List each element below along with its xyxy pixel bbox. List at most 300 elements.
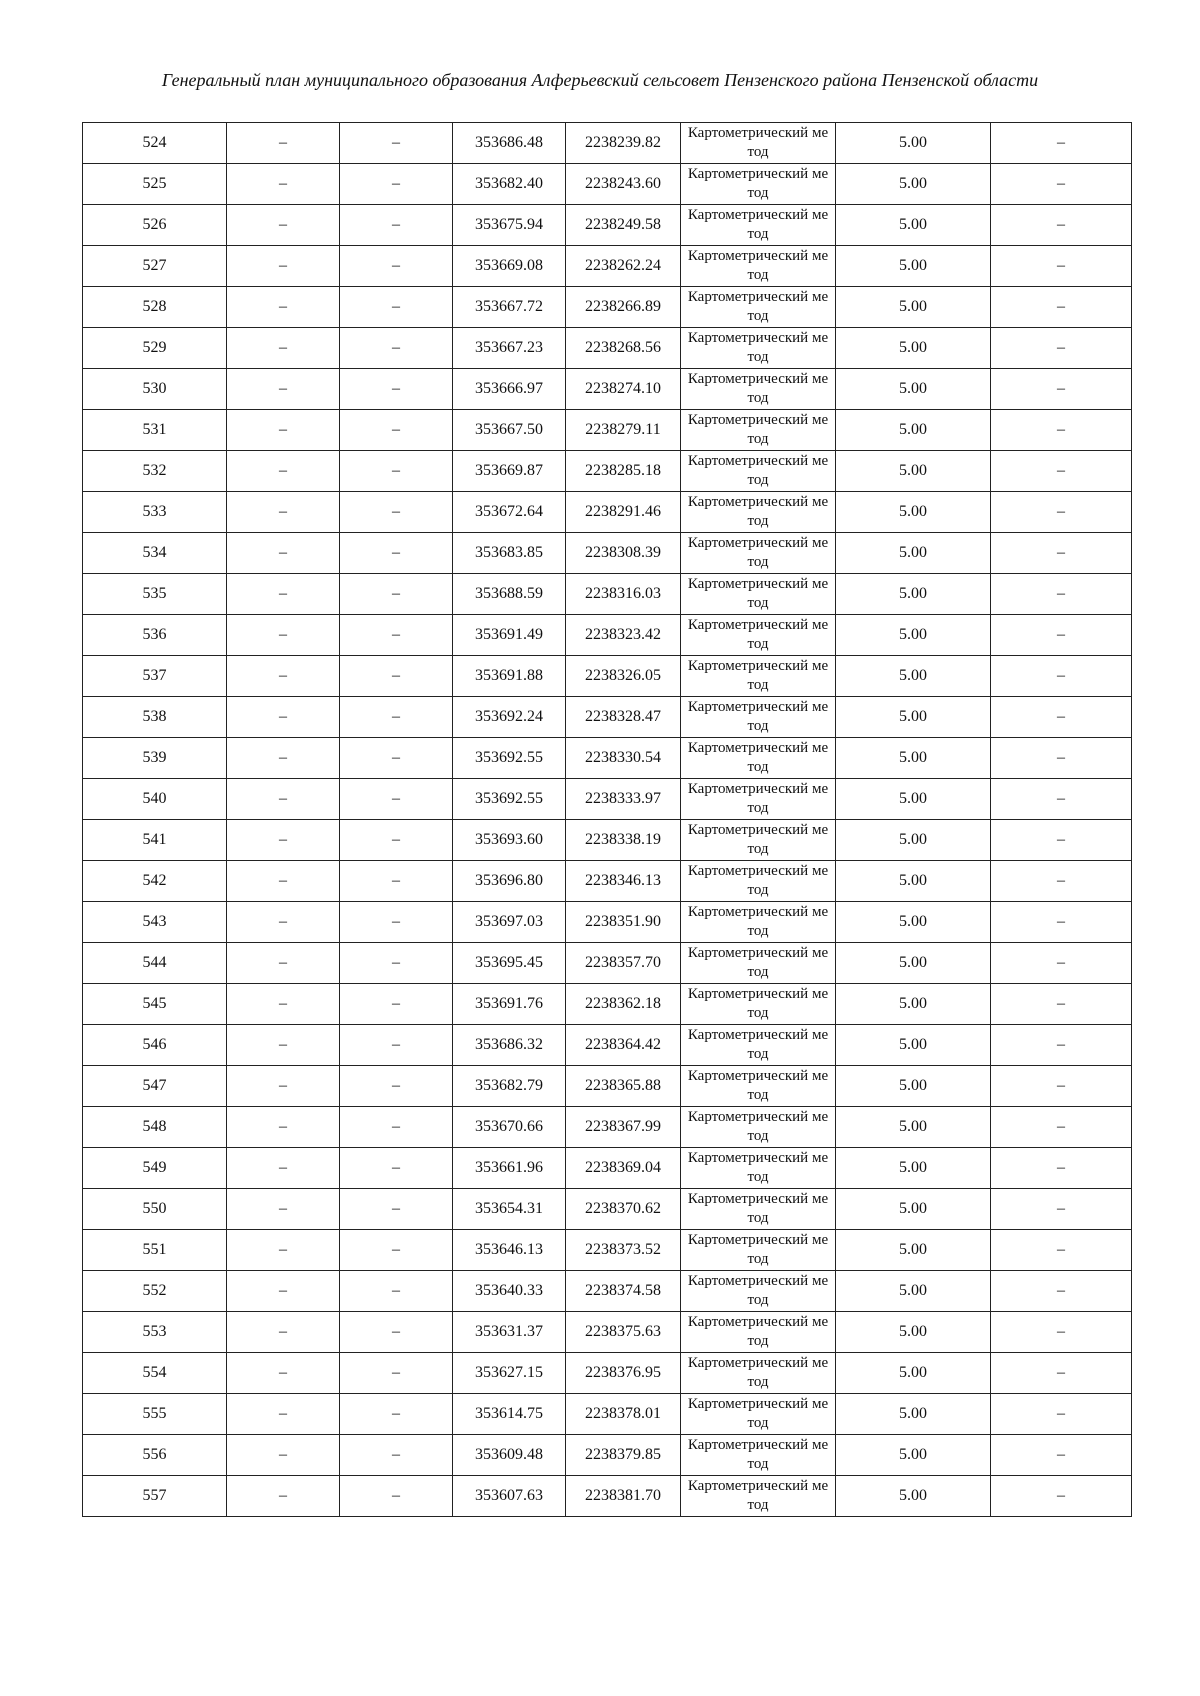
- coordinate-x-cell: 353695.45: [453, 943, 566, 984]
- coordinate-x-cell: 353686.48: [453, 123, 566, 164]
- empty-dash-cell: –: [991, 369, 1132, 410]
- point-number-cell: 531: [83, 410, 227, 451]
- table-row: [83, 697, 1132, 738]
- coordinate-y-cell: 2238249.58: [566, 205, 681, 246]
- point-number-cell: 533: [83, 492, 227, 533]
- empty-dash-cell: –: [227, 328, 340, 369]
- coordinate-x-cell: 353682.79: [453, 1066, 566, 1107]
- coordinate-x-cell: 353691.88: [453, 656, 566, 697]
- table-row: [83, 574, 1132, 615]
- empty-dash-cell: –: [227, 738, 340, 779]
- empty-dash-cell: –: [991, 1476, 1132, 1517]
- coordinate-x-cell: 353654.31: [453, 1189, 566, 1230]
- method-cell: Картометрический метод: [681, 656, 836, 697]
- empty-dash-cell: –: [227, 410, 340, 451]
- coordinate-y-cell: 2238266.89: [566, 287, 681, 328]
- coordinate-y-cell: 2238365.88: [566, 1066, 681, 1107]
- accuracy-cell: 5.00: [836, 1353, 991, 1394]
- point-number-cell: 529: [83, 328, 227, 369]
- method-cell: Картометрический метод: [681, 533, 836, 574]
- point-number-cell: 534: [83, 533, 227, 574]
- coordinate-x-cell: 353670.66: [453, 1107, 566, 1148]
- method-cell: Картометрический метод: [681, 1189, 836, 1230]
- empty-dash-cell: –: [340, 164, 453, 205]
- coordinate-x-cell: 353667.72: [453, 287, 566, 328]
- table-row: [83, 820, 1132, 861]
- empty-dash-cell: –: [991, 164, 1132, 205]
- coordinate-y-cell: 2238243.60: [566, 164, 681, 205]
- table-row: [83, 1353, 1132, 1394]
- point-number-cell: 526: [83, 205, 227, 246]
- method-cell: Картометрический метод: [681, 1148, 836, 1189]
- table-row: [83, 1189, 1132, 1230]
- accuracy-cell: 5.00: [836, 451, 991, 492]
- empty-dash-cell: –: [340, 1025, 453, 1066]
- point-number-cell: 527: [83, 246, 227, 287]
- coordinate-y-cell: 2238351.90: [566, 902, 681, 943]
- empty-dash-cell: –: [340, 574, 453, 615]
- coordinate-y-cell: 2238239.82: [566, 123, 681, 164]
- table-row: [83, 738, 1132, 779]
- empty-dash-cell: –: [227, 1271, 340, 1312]
- accuracy-cell: 5.00: [836, 738, 991, 779]
- page-header: Генеральный план муниципального образования Алферьевский сельсовет Пензенского района Пензенской области: [161, 70, 1039, 90]
- empty-dash-cell: –: [991, 1230, 1132, 1271]
- empty-dash-cell: –: [227, 984, 340, 1025]
- method-cell: Картометрический метод: [681, 1025, 836, 1066]
- point-number-cell: 539: [83, 738, 227, 779]
- method-cell: Картометрический метод: [681, 1476, 836, 1517]
- coordinate-x-cell: 353646.13: [453, 1230, 566, 1271]
- accuracy-cell: 5.00: [836, 492, 991, 533]
- empty-dash-cell: –: [227, 1394, 340, 1435]
- coordinate-x-cell: 353691.76: [453, 984, 566, 1025]
- empty-dash-cell: –: [227, 1230, 340, 1271]
- table-row: [83, 1148, 1132, 1189]
- empty-dash-cell: –: [991, 1066, 1132, 1107]
- point-number-cell: 547: [83, 1066, 227, 1107]
- empty-dash-cell: –: [340, 451, 453, 492]
- empty-dash-cell: –: [227, 697, 340, 738]
- coordinate-y-cell: 2238375.63: [566, 1312, 681, 1353]
- accuracy-cell: 5.00: [836, 1230, 991, 1271]
- empty-dash-cell: –: [991, 861, 1132, 902]
- empty-dash-cell: –: [227, 1476, 340, 1517]
- coordinate-x-cell: 353686.32: [453, 1025, 566, 1066]
- coordinate-y-cell: 2238285.18: [566, 451, 681, 492]
- method-cell: Картометрический метод: [681, 943, 836, 984]
- table-row: [83, 779, 1132, 820]
- empty-dash-cell: –: [991, 451, 1132, 492]
- accuracy-cell: 5.00: [836, 1435, 991, 1476]
- coordinate-x-cell: 353692.55: [453, 779, 566, 820]
- empty-dash-cell: –: [991, 656, 1132, 697]
- coordinate-y-cell: 2238367.99: [566, 1107, 681, 1148]
- point-number-cell: 554: [83, 1353, 227, 1394]
- accuracy-cell: 5.00: [836, 246, 991, 287]
- empty-dash-cell: –: [991, 1025, 1132, 1066]
- empty-dash-cell: –: [991, 1107, 1132, 1148]
- method-cell: Картометрический метод: [681, 615, 836, 656]
- table-row: [83, 164, 1132, 205]
- empty-dash-cell: –: [991, 1271, 1132, 1312]
- coordinate-y-cell: 2238346.13: [566, 861, 681, 902]
- accuracy-cell: 5.00: [836, 574, 991, 615]
- accuracy-cell: 5.00: [836, 533, 991, 574]
- empty-dash-cell: –: [991, 533, 1132, 574]
- table-row: [83, 205, 1132, 246]
- coordinate-y-cell: 2238357.70: [566, 943, 681, 984]
- method-cell: Картометрический метод: [681, 328, 836, 369]
- empty-dash-cell: –: [227, 1107, 340, 1148]
- coordinate-x-cell: 353696.80: [453, 861, 566, 902]
- table-row: [83, 1271, 1132, 1312]
- table-row: [83, 410, 1132, 451]
- accuracy-cell: 5.00: [836, 656, 991, 697]
- coordinate-x-cell: 353614.75: [453, 1394, 566, 1435]
- empty-dash-cell: –: [227, 205, 340, 246]
- point-number-cell: 541: [83, 820, 227, 861]
- method-cell: Картометрический метод: [681, 861, 836, 902]
- empty-dash-cell: –: [340, 1271, 453, 1312]
- coordinate-y-cell: 2238308.39: [566, 533, 681, 574]
- empty-dash-cell: –: [227, 246, 340, 287]
- coordinate-y-cell: 2238381.70: [566, 1476, 681, 1517]
- table-row: [83, 246, 1132, 287]
- table-row: [83, 492, 1132, 533]
- empty-dash-cell: –: [991, 1435, 1132, 1476]
- point-number-cell: 542: [83, 861, 227, 902]
- method-cell: Картометрический метод: [681, 287, 836, 328]
- method-cell: Картометрический метод: [681, 164, 836, 205]
- accuracy-cell: 5.00: [836, 1066, 991, 1107]
- empty-dash-cell: –: [227, 1066, 340, 1107]
- empty-dash-cell: –: [227, 451, 340, 492]
- coordinate-x-cell: 353667.50: [453, 410, 566, 451]
- empty-dash-cell: –: [991, 697, 1132, 738]
- empty-dash-cell: –: [340, 902, 453, 943]
- point-number-cell: 548: [83, 1107, 227, 1148]
- accuracy-cell: 5.00: [836, 328, 991, 369]
- table-row: [83, 1435, 1132, 1476]
- coordinate-y-cell: 2238376.95: [566, 1353, 681, 1394]
- coordinate-y-cell: 2238338.19: [566, 820, 681, 861]
- empty-dash-cell: –: [227, 656, 340, 697]
- empty-dash-cell: –: [991, 984, 1132, 1025]
- coordinate-x-cell: 353667.23: [453, 328, 566, 369]
- accuracy-cell: 5.00: [836, 410, 991, 451]
- table-row: [83, 1025, 1132, 1066]
- empty-dash-cell: –: [340, 943, 453, 984]
- accuracy-cell: 5.00: [836, 205, 991, 246]
- empty-dash-cell: –: [340, 861, 453, 902]
- empty-dash-cell: –: [991, 246, 1132, 287]
- empty-dash-cell: –: [991, 1394, 1132, 1435]
- empty-dash-cell: –: [227, 492, 340, 533]
- empty-dash-cell: –: [991, 738, 1132, 779]
- empty-dash-cell: –: [991, 574, 1132, 615]
- point-number-cell: 528: [83, 287, 227, 328]
- table-row: [83, 656, 1132, 697]
- coordinate-x-cell: 353692.55: [453, 738, 566, 779]
- coordinate-y-cell: 2238326.05: [566, 656, 681, 697]
- empty-dash-cell: –: [340, 984, 453, 1025]
- empty-dash-cell: –: [340, 1394, 453, 1435]
- method-cell: Картометрический метод: [681, 1271, 836, 1312]
- coordinate-y-cell: 2238373.52: [566, 1230, 681, 1271]
- method-cell: Картометрический метод: [681, 1353, 836, 1394]
- empty-dash-cell: –: [991, 779, 1132, 820]
- point-number-cell: 553: [83, 1312, 227, 1353]
- table-row: [83, 1066, 1132, 1107]
- method-cell: Картометрический метод: [681, 1435, 836, 1476]
- empty-dash-cell: –: [991, 1353, 1132, 1394]
- empty-dash-cell: –: [340, 123, 453, 164]
- coordinate-y-cell: 2238333.97: [566, 779, 681, 820]
- coordinate-y-cell: 2238323.42: [566, 615, 681, 656]
- method-cell: Картометрический метод: [681, 123, 836, 164]
- table-row: [83, 902, 1132, 943]
- coordinate-y-cell: 2238374.58: [566, 1271, 681, 1312]
- method-cell: Картометрический метод: [681, 1312, 836, 1353]
- empty-dash-cell: –: [340, 1353, 453, 1394]
- point-number-cell: 535: [83, 574, 227, 615]
- coordinate-x-cell: 353607.63: [453, 1476, 566, 1517]
- coordinate-x-cell: 353609.48: [453, 1435, 566, 1476]
- accuracy-cell: 5.00: [836, 287, 991, 328]
- method-cell: Картометрический метод: [681, 369, 836, 410]
- empty-dash-cell: –: [991, 492, 1132, 533]
- empty-dash-cell: –: [340, 246, 453, 287]
- coordinate-x-cell: 353672.64: [453, 492, 566, 533]
- point-number-cell: 551: [83, 1230, 227, 1271]
- accuracy-cell: 5.00: [836, 1107, 991, 1148]
- coordinate-x-cell: 353692.24: [453, 697, 566, 738]
- coordinate-y-cell: 2238291.46: [566, 492, 681, 533]
- table-row: [83, 1476, 1132, 1517]
- point-number-cell: 536: [83, 615, 227, 656]
- point-number-cell: 556: [83, 1435, 227, 1476]
- accuracy-cell: 5.00: [836, 123, 991, 164]
- empty-dash-cell: –: [227, 615, 340, 656]
- table-row: [83, 287, 1132, 328]
- empty-dash-cell: –: [227, 287, 340, 328]
- coordinate-x-cell: 353697.03: [453, 902, 566, 943]
- point-number-cell: 557: [83, 1476, 227, 1517]
- empty-dash-cell: –: [991, 902, 1132, 943]
- accuracy-cell: 5.00: [836, 902, 991, 943]
- empty-dash-cell: –: [991, 820, 1132, 861]
- coordinate-x-cell: 353640.33: [453, 1271, 566, 1312]
- coordinate-y-cell: 2238378.01: [566, 1394, 681, 1435]
- empty-dash-cell: –: [227, 902, 340, 943]
- method-cell: Картометрический метод: [681, 1230, 836, 1271]
- point-number-cell: 525: [83, 164, 227, 205]
- coordinate-y-cell: 2238274.10: [566, 369, 681, 410]
- empty-dash-cell: –: [340, 1312, 453, 1353]
- empty-dash-cell: –: [991, 328, 1132, 369]
- empty-dash-cell: –: [340, 1435, 453, 1476]
- coordinate-y-cell: 2238379.85: [566, 1435, 681, 1476]
- empty-dash-cell: –: [340, 533, 453, 574]
- coordinate-x-cell: 353631.37: [453, 1312, 566, 1353]
- empty-dash-cell: –: [340, 1230, 453, 1271]
- empty-dash-cell: –: [340, 287, 453, 328]
- accuracy-cell: 5.00: [836, 1148, 991, 1189]
- table-row: [83, 615, 1132, 656]
- accuracy-cell: 5.00: [836, 369, 991, 410]
- coordinate-x-cell: 353627.15: [453, 1353, 566, 1394]
- table-row: [83, 943, 1132, 984]
- empty-dash-cell: –: [340, 779, 453, 820]
- accuracy-cell: 5.00: [836, 615, 991, 656]
- table-row: [83, 1312, 1132, 1353]
- method-cell: Картометрический метод: [681, 738, 836, 779]
- table-row: [83, 1394, 1132, 1435]
- point-number-cell: 532: [83, 451, 227, 492]
- empty-dash-cell: –: [227, 1312, 340, 1353]
- table-row: [83, 533, 1132, 574]
- coordinate-x-cell: 353691.49: [453, 615, 566, 656]
- empty-dash-cell: –: [991, 943, 1132, 984]
- empty-dash-cell: –: [227, 779, 340, 820]
- empty-dash-cell: –: [340, 328, 453, 369]
- coordinate-y-cell: 2238364.42: [566, 1025, 681, 1066]
- empty-dash-cell: –: [227, 1148, 340, 1189]
- point-number-cell: 524: [83, 123, 227, 164]
- empty-dash-cell: –: [340, 697, 453, 738]
- point-number-cell: 540: [83, 779, 227, 820]
- point-number-cell: 544: [83, 943, 227, 984]
- accuracy-cell: 5.00: [836, 984, 991, 1025]
- empty-dash-cell: –: [227, 1435, 340, 1476]
- empty-dash-cell: –: [227, 369, 340, 410]
- table-row: [83, 451, 1132, 492]
- point-number-cell: 550: [83, 1189, 227, 1230]
- coordinate-x-cell: 353669.08: [453, 246, 566, 287]
- empty-dash-cell: –: [227, 943, 340, 984]
- empty-dash-cell: –: [340, 1107, 453, 1148]
- empty-dash-cell: –: [340, 1189, 453, 1230]
- coordinate-y-cell: 2238268.56: [566, 328, 681, 369]
- empty-dash-cell: –: [227, 820, 340, 861]
- coordinate-y-cell: 2238316.03: [566, 574, 681, 615]
- coordinate-x-cell: 353669.87: [453, 451, 566, 492]
- accuracy-cell: 5.00: [836, 779, 991, 820]
- empty-dash-cell: –: [340, 410, 453, 451]
- method-cell: Картометрический метод: [681, 574, 836, 615]
- accuracy-cell: 5.00: [836, 164, 991, 205]
- table-row: [83, 1107, 1132, 1148]
- accuracy-cell: 5.00: [836, 1312, 991, 1353]
- coordinates-table: [82, 122, 1132, 1517]
- empty-dash-cell: –: [991, 1148, 1132, 1189]
- empty-dash-cell: –: [340, 738, 453, 779]
- point-number-cell: 538: [83, 697, 227, 738]
- coordinate-x-cell: 353661.96: [453, 1148, 566, 1189]
- point-number-cell: 537: [83, 656, 227, 697]
- empty-dash-cell: –: [340, 1148, 453, 1189]
- empty-dash-cell: –: [991, 123, 1132, 164]
- accuracy-cell: 5.00: [836, 1271, 991, 1312]
- empty-dash-cell: –: [227, 861, 340, 902]
- coordinate-y-cell: 2238369.04: [566, 1148, 681, 1189]
- method-cell: Картометрический метод: [681, 902, 836, 943]
- method-cell: Картометрический метод: [681, 1066, 836, 1107]
- method-cell: Картометрический метод: [681, 410, 836, 451]
- accuracy-cell: 5.00: [836, 943, 991, 984]
- coordinate-x-cell: 353682.40: [453, 164, 566, 205]
- accuracy-cell: 5.00: [836, 697, 991, 738]
- method-cell: Картометрический метод: [681, 492, 836, 533]
- point-number-cell: 555: [83, 1394, 227, 1435]
- point-number-cell: 545: [83, 984, 227, 1025]
- empty-dash-cell: –: [227, 574, 340, 615]
- accuracy-cell: 5.00: [836, 861, 991, 902]
- method-cell: Картометрический метод: [681, 1107, 836, 1148]
- empty-dash-cell: –: [227, 533, 340, 574]
- point-number-cell: 543: [83, 902, 227, 943]
- point-number-cell: 549: [83, 1148, 227, 1189]
- empty-dash-cell: –: [991, 1189, 1132, 1230]
- accuracy-cell: 5.00: [836, 1394, 991, 1435]
- empty-dash-cell: –: [340, 1476, 453, 1517]
- table-row: [83, 328, 1132, 369]
- empty-dash-cell: –: [340, 656, 453, 697]
- coordinate-x-cell: 353688.59: [453, 574, 566, 615]
- method-cell: Картометрический метод: [681, 984, 836, 1025]
- table-row: [83, 1230, 1132, 1271]
- accuracy-cell: 5.00: [836, 1476, 991, 1517]
- table-body: [83, 123, 1132, 1517]
- accuracy-cell: 5.00: [836, 1189, 991, 1230]
- coordinate-y-cell: 2238362.18: [566, 984, 681, 1025]
- accuracy-cell: 5.00: [836, 1025, 991, 1066]
- accuracy-cell: 5.00: [836, 820, 991, 861]
- empty-dash-cell: –: [991, 205, 1132, 246]
- empty-dash-cell: –: [340, 205, 453, 246]
- empty-dash-cell: –: [991, 615, 1132, 656]
- empty-dash-cell: –: [340, 615, 453, 656]
- method-cell: Картометрический метод: [681, 820, 836, 861]
- method-cell: Картометрический метод: [681, 246, 836, 287]
- coordinate-x-cell: 353675.94: [453, 205, 566, 246]
- method-cell: Картометрический метод: [681, 779, 836, 820]
- empty-dash-cell: –: [340, 1066, 453, 1107]
- table-row: [83, 123, 1132, 164]
- point-number-cell: 552: [83, 1271, 227, 1312]
- empty-dash-cell: –: [991, 1312, 1132, 1353]
- coordinate-y-cell: 2238330.54: [566, 738, 681, 779]
- empty-dash-cell: –: [991, 410, 1132, 451]
- table-row: [83, 984, 1132, 1025]
- method-cell: Картометрический метод: [681, 697, 836, 738]
- coordinate-y-cell: 2238262.24: [566, 246, 681, 287]
- empty-dash-cell: –: [340, 369, 453, 410]
- method-cell: Картометрический метод: [681, 205, 836, 246]
- table-row: [83, 369, 1132, 410]
- empty-dash-cell: –: [227, 1025, 340, 1066]
- coordinate-x-cell: 353683.85: [453, 533, 566, 574]
- coordinate-x-cell: 353666.97: [453, 369, 566, 410]
- table-row: [83, 861, 1132, 902]
- coordinate-y-cell: 2238328.47: [566, 697, 681, 738]
- coordinate-y-cell: 2238279.11: [566, 410, 681, 451]
- point-number-cell: 546: [83, 1025, 227, 1066]
- empty-dash-cell: –: [227, 1189, 340, 1230]
- coordinate-x-cell: 353693.60: [453, 820, 566, 861]
- empty-dash-cell: –: [340, 492, 453, 533]
